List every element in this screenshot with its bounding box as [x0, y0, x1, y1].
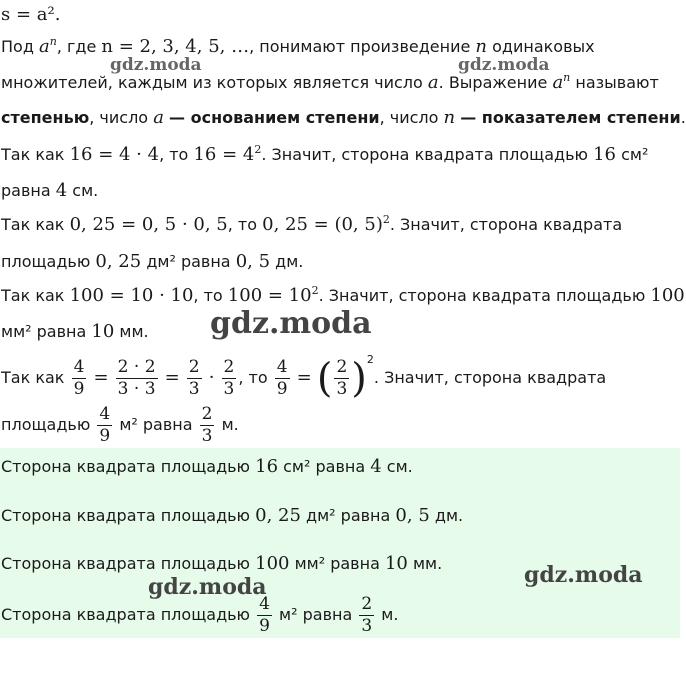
fraction-2-3: $\frac{2}{3}$: [223, 357, 235, 399]
example-2-line-2: площадью 0, 25 дм² равна 0, 5 дм.: [1, 251, 304, 272]
watermark: gdz.moda: [458, 55, 550, 75]
fraction-4-9: $\frac{4}{9}$: [99, 404, 111, 446]
watermark: gdz.moda: [210, 306, 372, 341]
answer-3: Сторона квадрата площадью 100 мм² равна 10 мм.: [1, 553, 443, 574]
example-3-line-1: Так как 100 = 10 · 10, то $100 = 10^2$. Значит, сторона квадрата площадью 100: [1, 284, 685, 306]
fraction-4-9: $\frac{4}{9}$: [259, 594, 270, 636]
fraction-2-3: $\frac{2}{3}$: [361, 594, 373, 636]
watermark: gdz.moda: [524, 562, 643, 588]
example-4-line-1: Так как $\frac{4}{9}$ = $\frac{2 \cdot 2}{3 \cdot 3}$ = $\frac{2}{3}$ · $\frac{2}{3}$ , то $\frac{4}{9}$ = ( $\frac{2}{3}$ )$^2$. Значит, сторона квадрата: [1, 353, 607, 402]
answer-4: Сторона квадрата площадью $\frac{4}{9}$ м² равна $\frac{2}{3}$ м.: [1, 594, 399, 636]
fraction-4-9: $\frac{4}{9}$: [276, 357, 288, 399]
answer-2: Сторона квадрата площадью 0, 25 дм² равна 0, 5 дм.: [1, 505, 464, 526]
fraction-4-9: $\frac{4}{9}$: [73, 357, 85, 399]
definition-line-1: Под $a^n$, где n = 2, 3, 4, 5, …, понимают произведение n одинаковых: [1, 35, 595, 57]
fraction-22-33: $\frac{2 \cdot 2}{3 \cdot 3}$: [117, 357, 156, 399]
example-2-line-1: Так как 0, 25 = 0, 5 · 0, 5, то 0, 25 = (0, 5)$^2$. Значит, сторона квадрата: [1, 213, 623, 235]
watermark: gdz.moda: [110, 55, 202, 75]
example-1-line-2: равна 4 см.: [1, 180, 99, 201]
watermark: gdz.moda: [148, 574, 267, 600]
fraction-2-3: $\frac{2}{3}$: [336, 357, 348, 399]
definition-line-3: степенью, число a — основанием степени, число n — показателем степени.: [1, 107, 686, 128]
example-3-line-2: мм² равна 10 мм.: [1, 321, 149, 342]
fraction-2-3: $\frac{2}{3}$: [188, 357, 200, 399]
answer-1: Сторона квадрата площадью 16 см² равна 4 см.: [1, 456, 413, 477]
fraction-2-3: $\frac{2}{3}$: [201, 404, 213, 446]
formula-area: s = a².: [1, 4, 61, 25]
example-4-line-2: площадью $\frac{4}{9}$ м² равна $\frac{2}{3}$ м.: [1, 404, 239, 446]
definition-line-2: множителей, каждым из которых является число a. Выражение $a^n$ называют: [1, 71, 659, 93]
example-1-line-1: Так как 16 = 4 · 4, то $16 = 4^2$. Значит, сторона квадрата площадью 16 см²: [1, 143, 649, 165]
